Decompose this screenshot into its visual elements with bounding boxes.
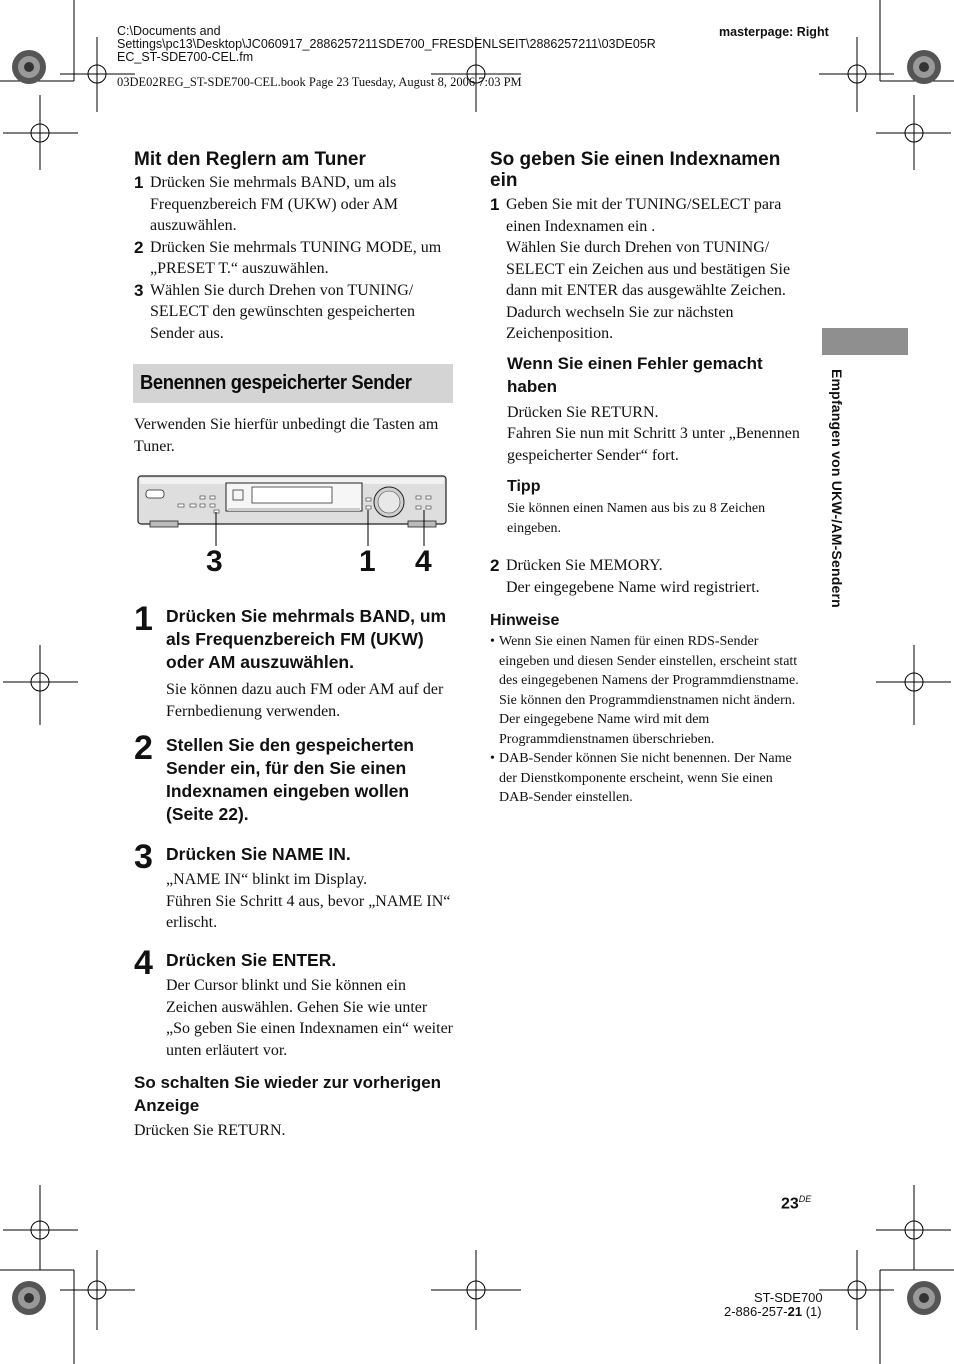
- index-step-line-2: Wählen Sie durch Drehen von TUNING/ SELECT ein Zeichen aus und bestätigen Sie dann mit ENTER das ausgewählte Zeichen. Dadurch wechseln Sie zur nächsten Zeichenposition.: [506, 239, 791, 342]
- return-section: [134, 1071, 454, 1142]
- tuner-illustration: [130, 468, 460, 583]
- masterpage-label: masterpage: Right: [719, 25, 829, 39]
- file-path-line-3: EC_ST-SDE700-CEL.fm: [117, 50, 254, 64]
- file-path-line-1: C:\Documents and: [117, 24, 221, 38]
- index-step-line-1: Drücken Sie MEMORY.: [506, 557, 663, 574]
- big-step-content: [166, 840, 454, 934]
- page-number-value: 23: [781, 1195, 799, 1213]
- part-code: [724, 1304, 822, 1319]
- big-step-title: Drücken Sie mehrmals BAND, um als Frequenzbereich FM (UKW) oder AM auszuwählen.: [166, 606, 447, 672]
- big-step-number: 3: [134, 838, 153, 876]
- big-step-body-line-2: Führen Sie Schritt 4 aus, bevor „NAME IN“ erlischt.: [166, 892, 451, 931]
- file-path: [117, 25, 656, 64]
- callout-number: 1: [359, 545, 376, 578]
- index-step-1: [490, 194, 810, 345]
- power-button: [146, 490, 164, 498]
- error-line-1: Drücken Sie RETURN.: [507, 403, 659, 421]
- error-subsection: [507, 352, 810, 539]
- index-step-number: 1: [490, 195, 500, 214]
- tip-heading: Tipp: [507, 478, 541, 495]
- return-body: Drücken Sie RETURN.: [134, 1122, 286, 1139]
- big-step-title: Drücken Sie ENTER.: [166, 950, 337, 970]
- big-step-number: 1: [134, 600, 153, 638]
- index-step-text: [506, 555, 810, 598]
- big-step-content: [166, 731, 454, 826]
- index-step-line-2: Der eingegebene Name wird registriert.: [506, 578, 760, 596]
- model-number: ST-SDE700: [754, 1290, 823, 1305]
- big-step-number: 2: [134, 729, 153, 767]
- big-step-body: Der Cursor blinkt und Sie können ein Zeichen auswählen. Gehen Sie wie unter „So geben Sie einen Indexnamen ein“ weiter unten erläutert vor.: [166, 977, 453, 1059]
- error-line-2: Fahren Sie nun mit Schritt 3 unter „Benennen gespeicherter Sender“ fort.: [507, 425, 800, 464]
- tuner-step-number: 1: [134, 173, 144, 192]
- index-step-2: [490, 555, 810, 598]
- big-step-2: [134, 731, 454, 826]
- big-step-body: Sie können dazu auch FM oder AM auf der Fernbedienung verwenden.: [166, 681, 444, 720]
- tuner-section: [134, 149, 454, 344]
- tuner-step-text: Drücken Sie mehrmals BAND, um als Frequenzbereich FM (UKW) oder AM auszuwählen.: [150, 174, 398, 234]
- return-heading: So schalten Sie wieder zur vorherigen Anzeige: [134, 1073, 442, 1115]
- big-step-number: 4: [134, 944, 153, 982]
- page-number: [781, 1194, 811, 1213]
- tuner-step-number: 2: [134, 237, 144, 257]
- section-banner: [133, 364, 453, 403]
- callout-number: 4: [415, 545, 432, 578]
- big-step-1: [134, 602, 454, 722]
- tuner-heading: Mit den Reglern am Tuner: [134, 149, 366, 170]
- index-step-number: 2: [490, 556, 500, 575]
- tuner-step-text: Wählen Sie durch Drehen von TUNING/ SELECT den gewünschten gespeicherten Sender aus.: [150, 281, 415, 342]
- big-step-title: Stellen Sie den gespeicherten Sender ein, für den Sie einen Indexnamen eingeben wollen (Seite 22).: [166, 735, 414, 824]
- index-step-text: [506, 194, 810, 345]
- file-path-line-2: Settings\pc13\Desktop\JC060917_2886257211SDE700_FRESDENLSEIT\2886257211\03DE05R: [117, 37, 656, 51]
- big-step-4: [134, 946, 454, 1061]
- callout-number: 3: [206, 545, 223, 578]
- tip-body: Sie können einen Namen aus bis zu 8 Zeichen eingeben.: [507, 501, 766, 536]
- big-step-body-line-1: „NAME IN“ blinkt im Display.: [166, 871, 368, 888]
- part-code-version: 21: [787, 1304, 803, 1319]
- tuner-step-text: Drücken Sie mehrmals TUNING MODE, um „PRESET T.“ auszuwählen.: [150, 238, 442, 277]
- chapter-tab: [822, 328, 908, 355]
- tuner-step-1: [134, 172, 454, 237]
- intro-text: Verwenden Sie hierfür unbedingt die Tasten am Tuner.: [134, 416, 439, 455]
- index-heading: So geben Sie einen Indexnamen ein: [490, 149, 781, 191]
- notes-heading: Hinweise: [490, 612, 560, 629]
- book-info-line: 03DE02REG_ST-SDE700-CEL.book Page 23 Tuesday, August 8, 2006 7:03 PM: [117, 75, 522, 89]
- index-step-line-1: Geben Sie mit der TUNING/SELECT para einen Indexnamen ein .: [506, 196, 782, 235]
- big-step-content: [166, 946, 454, 1061]
- part-code-prefix: 2-886-257-: [724, 1304, 788, 1319]
- error-heading: Wenn Sie einen Fehler gemacht haben: [507, 353, 763, 396]
- tuner-step-3: [134, 280, 454, 345]
- big-step-content: [166, 602, 454, 722]
- note-item: • DAB-Sender können Sie nicht benennen. Der Name der Dienstkomponente erscheint, wenn Sie einen DAB-Sender einstellen.: [490, 749, 810, 808]
- big-step-3: [134, 840, 454, 934]
- page-number-suffix: DE: [798, 1194, 812, 1204]
- note-item: • Wenn Sie einen Namen für einen RDS-Sender eingeben und diesen Sender einstellen, erscheint statt des eingegebenen Namens der Programmdienstname. Sie können den Programmdienstnamen nicht ändern. Der eingegebene Name wird mit dem Programmdienstnamen überschrieben.: [490, 632, 810, 749]
- tuner-step-number: 3: [134, 280, 144, 300]
- chapter-tab-label: Empfangen von UKW-/AM-Sendern: [829, 369, 845, 608]
- tuner-step-2: [134, 237, 454, 280]
- banner-title: Benennen gespeicherter Sender: [140, 372, 412, 394]
- big-step-title: Drücken Sie NAME IN.: [166, 844, 351, 864]
- part-code-suffix: (1): [802, 1304, 822, 1319]
- index-section: [490, 149, 810, 808]
